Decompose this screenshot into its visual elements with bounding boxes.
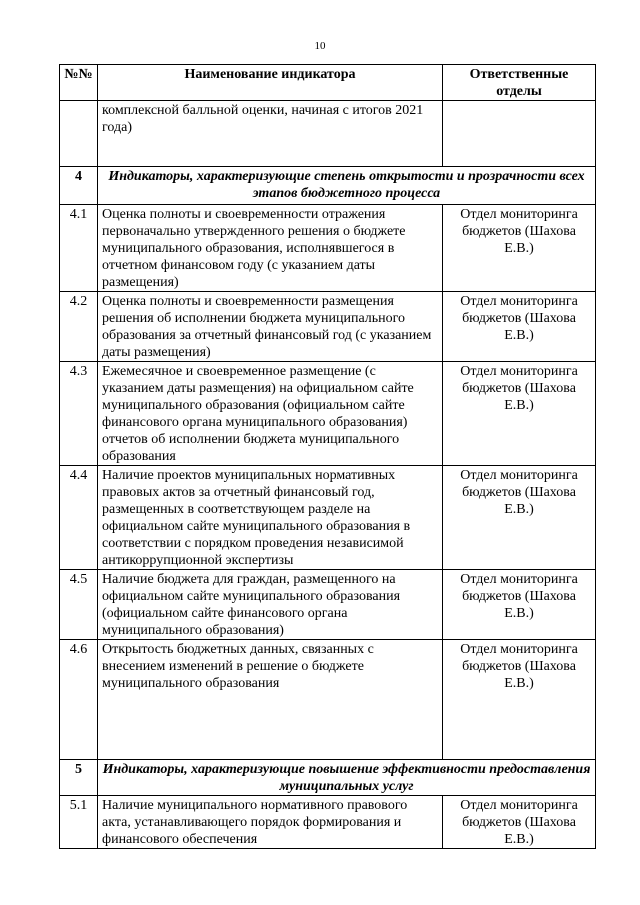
table-row-4-4 bbox=[60, 466, 596, 570]
row-responsible: Отдел мониторинга бюджетов (Шахова Е.В.) bbox=[443, 362, 596, 466]
section-5-title: Индикаторы, характеризующие повышение эффективности предоставления муниципальных услуг bbox=[98, 760, 596, 796]
indicators-table bbox=[59, 64, 596, 849]
table-row-4-1 bbox=[60, 205, 596, 292]
row-number: 4.2 bbox=[60, 292, 98, 362]
table-row-4-3 bbox=[60, 362, 596, 466]
section-4-title: Индикаторы, характеризующие степень открытости и прозрачности всех этапов бюджетного процесса bbox=[98, 167, 596, 205]
row-indicator-name: Оценка полноты и своевременности размещения решения об исполнении бюджета муниципального образования за отчетный финансовый год (с указанием даты размещения) bbox=[98, 292, 443, 362]
table-header-row bbox=[60, 65, 596, 101]
header-indicator-name: Наименование индикатора bbox=[98, 65, 443, 101]
row-indicator-name: Оценка полноты и своевременности отражения первоначально утвержденного решения о бюджете муниципального образования, исполнявшегося в отчетном финансовом году (с указанием даты размещения) bbox=[98, 205, 443, 292]
row-number: 4.3 bbox=[60, 362, 98, 466]
row-responsible: Отдел мониторинга бюджетов (Шахова Е.В.) bbox=[443, 205, 596, 292]
continuation-responsible-cell bbox=[443, 101, 596, 167]
table-row-4-6 bbox=[60, 640, 596, 760]
row-indicator-name: Ежемесячное и своевременное размещение (с указанием даты размещения) на официальном сайте муниципального образования (официальном сайте финансового органа муниципального образования) отчетов об исполнении бюджета муниципального образования bbox=[98, 362, 443, 466]
table-row-4-2 bbox=[60, 292, 596, 362]
header-number: №№ bbox=[60, 65, 98, 101]
row-number: 5.1 bbox=[60, 796, 98, 849]
table-row-continuation bbox=[60, 101, 596, 167]
row-number: 4.6 bbox=[60, 640, 98, 760]
row-responsible: Отдел мониторинга бюджетов (Шахова Е.В.) bbox=[443, 570, 596, 640]
row-number: 4.4 bbox=[60, 466, 98, 570]
row-indicator-name: Открытость бюджетных данных, связанных с внесением изменений в решение о бюджете муниципального образования bbox=[98, 640, 443, 760]
table-row-5-1 bbox=[60, 796, 596, 849]
row-number: 4.1 bbox=[60, 205, 98, 292]
continuation-name-cell: комплексной балльной оценки, начиная с итогов 2021 года) bbox=[98, 101, 443, 167]
section-5-number: 5 bbox=[60, 760, 98, 796]
section-4-number: 4 bbox=[60, 167, 98, 205]
page-number: 10 bbox=[314, 40, 326, 52]
row-responsible: Отдел мониторинга бюджетов (Шахова Е.В.) bbox=[443, 466, 596, 570]
section-5-row bbox=[60, 760, 596, 796]
row-number: 4.5 bbox=[60, 570, 98, 640]
row-indicator-name: Наличие муниципального нормативного правового акта, устанавливающего порядок формирования и финансового обеспечения bbox=[98, 796, 443, 849]
row-indicator-name: Наличие проектов муниципальных нормативных правовых актов за отчетный финансовый год, размещенных в соответствующем разделе на официальном сайте муниципального образования в соответствии с порядком проведения независимой антикоррупционной экспертизы bbox=[98, 466, 443, 570]
header-responsible: Ответственные отделы bbox=[443, 65, 596, 101]
row-indicator-name: Наличие бюджета для граждан, размещенного на официальном сайте муниципального образования (официальном сайте финансового органа муниципального образования) bbox=[98, 570, 443, 640]
row-responsible: Отдел мониторинга бюджетов (Шахова Е.В.) bbox=[443, 796, 596, 849]
row-responsible: Отдел мониторинга бюджетов (Шахова Е.В.) bbox=[443, 640, 596, 760]
section-4-row bbox=[60, 167, 596, 205]
row-responsible: Отдел мониторинга бюджетов (Шахова Е.В.) bbox=[443, 292, 596, 362]
continuation-number-cell bbox=[60, 101, 98, 167]
table-row-4-5 bbox=[60, 570, 596, 640]
